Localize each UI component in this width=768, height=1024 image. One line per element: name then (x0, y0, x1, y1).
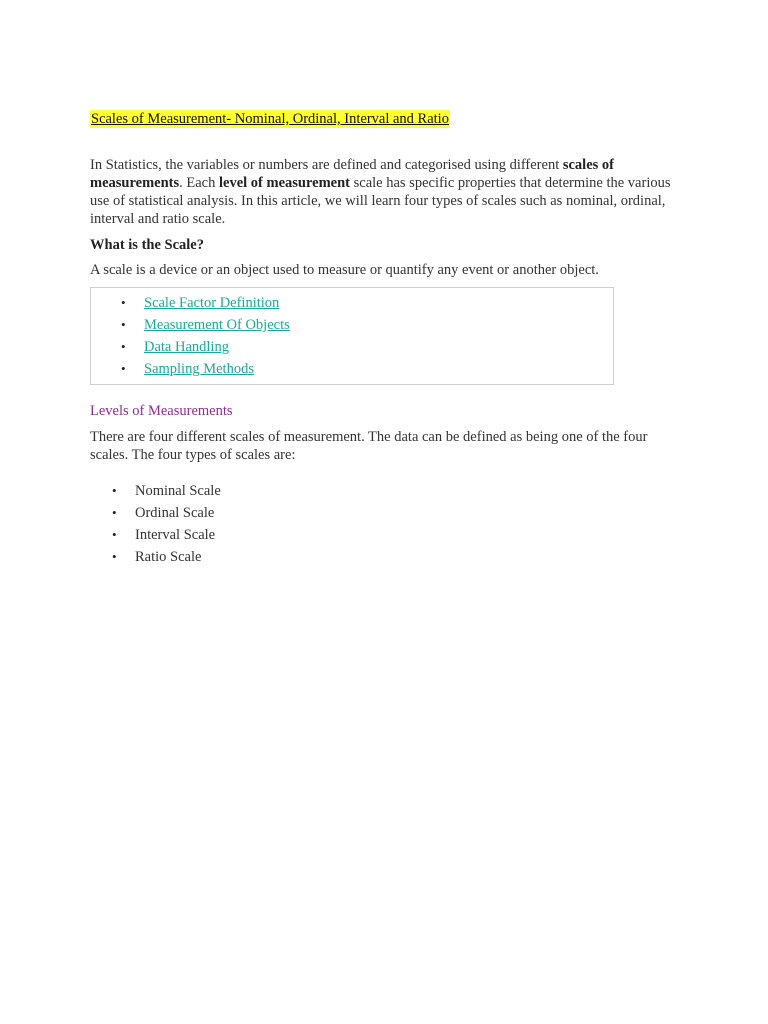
link-data-handling[interactable]: Data Handling (144, 339, 229, 355)
list-item (91, 315, 290, 337)
bullet-icon: • (121, 295, 126, 310)
scale-heading: What is the Scale? (90, 237, 204, 253)
list-item (91, 293, 290, 315)
levels-paragraph: There are four different scales of measurement. The data can be defined as being one of the four scales. The four types of scales are: (90, 429, 648, 463)
scale-definition: A scale is a device or an object used to measure or quantify any event or another object. (90, 262, 599, 278)
list-item (90, 525, 221, 547)
intro-text-3: scale has specific properties that determine the various use of statistical analysis. In this article, we will learn four types of scales such as nominal, ordinal, interval and ratio scale. (90, 175, 671, 227)
list-item (90, 547, 221, 569)
page-title: Scales of Measurement- Nominal, Ordinal, Interval and Ratio (91, 111, 449, 127)
related-links-box (90, 287, 614, 385)
bullet-icon: • (112, 505, 117, 520)
list-item (90, 481, 221, 503)
scale-types-list (90, 481, 221, 569)
bullet-icon: • (112, 549, 117, 564)
link-sampling-methods[interactable]: Sampling Methods (144, 361, 254, 377)
scale-type-nominal: Nominal Scale (135, 483, 221, 499)
intro-bold-2: level of measurement (219, 175, 350, 191)
list-item (91, 359, 290, 381)
list-item (90, 503, 221, 525)
scale-type-ratio: Ratio Scale (135, 549, 202, 565)
scale-type-ordinal: Ordinal Scale (135, 505, 215, 521)
list-item (91, 337, 290, 359)
link-scale-factor-definition[interactable]: Scale Factor Definition (144, 295, 280, 311)
related-links-list (91, 293, 290, 381)
intro-text-1: In Statistics, the variables or numbers are defined and categorised using different (90, 157, 563, 173)
scale-type-interval: Interval Scale (135, 527, 216, 543)
bullet-icon: • (112, 527, 117, 542)
intro-paragraph (90, 156, 680, 228)
bullet-icon: • (112, 483, 117, 498)
levels-heading: Levels of Measurements (90, 403, 233, 419)
intro-text-2: . Each (179, 175, 219, 191)
link-measurement-of-objects[interactable]: Measurement Of Objects (144, 317, 290, 333)
intro-bold-1: scales of measurements (90, 157, 614, 191)
bullet-icon: • (121, 317, 126, 332)
bullet-icon: • (121, 361, 126, 376)
bullet-icon: • (121, 339, 126, 354)
